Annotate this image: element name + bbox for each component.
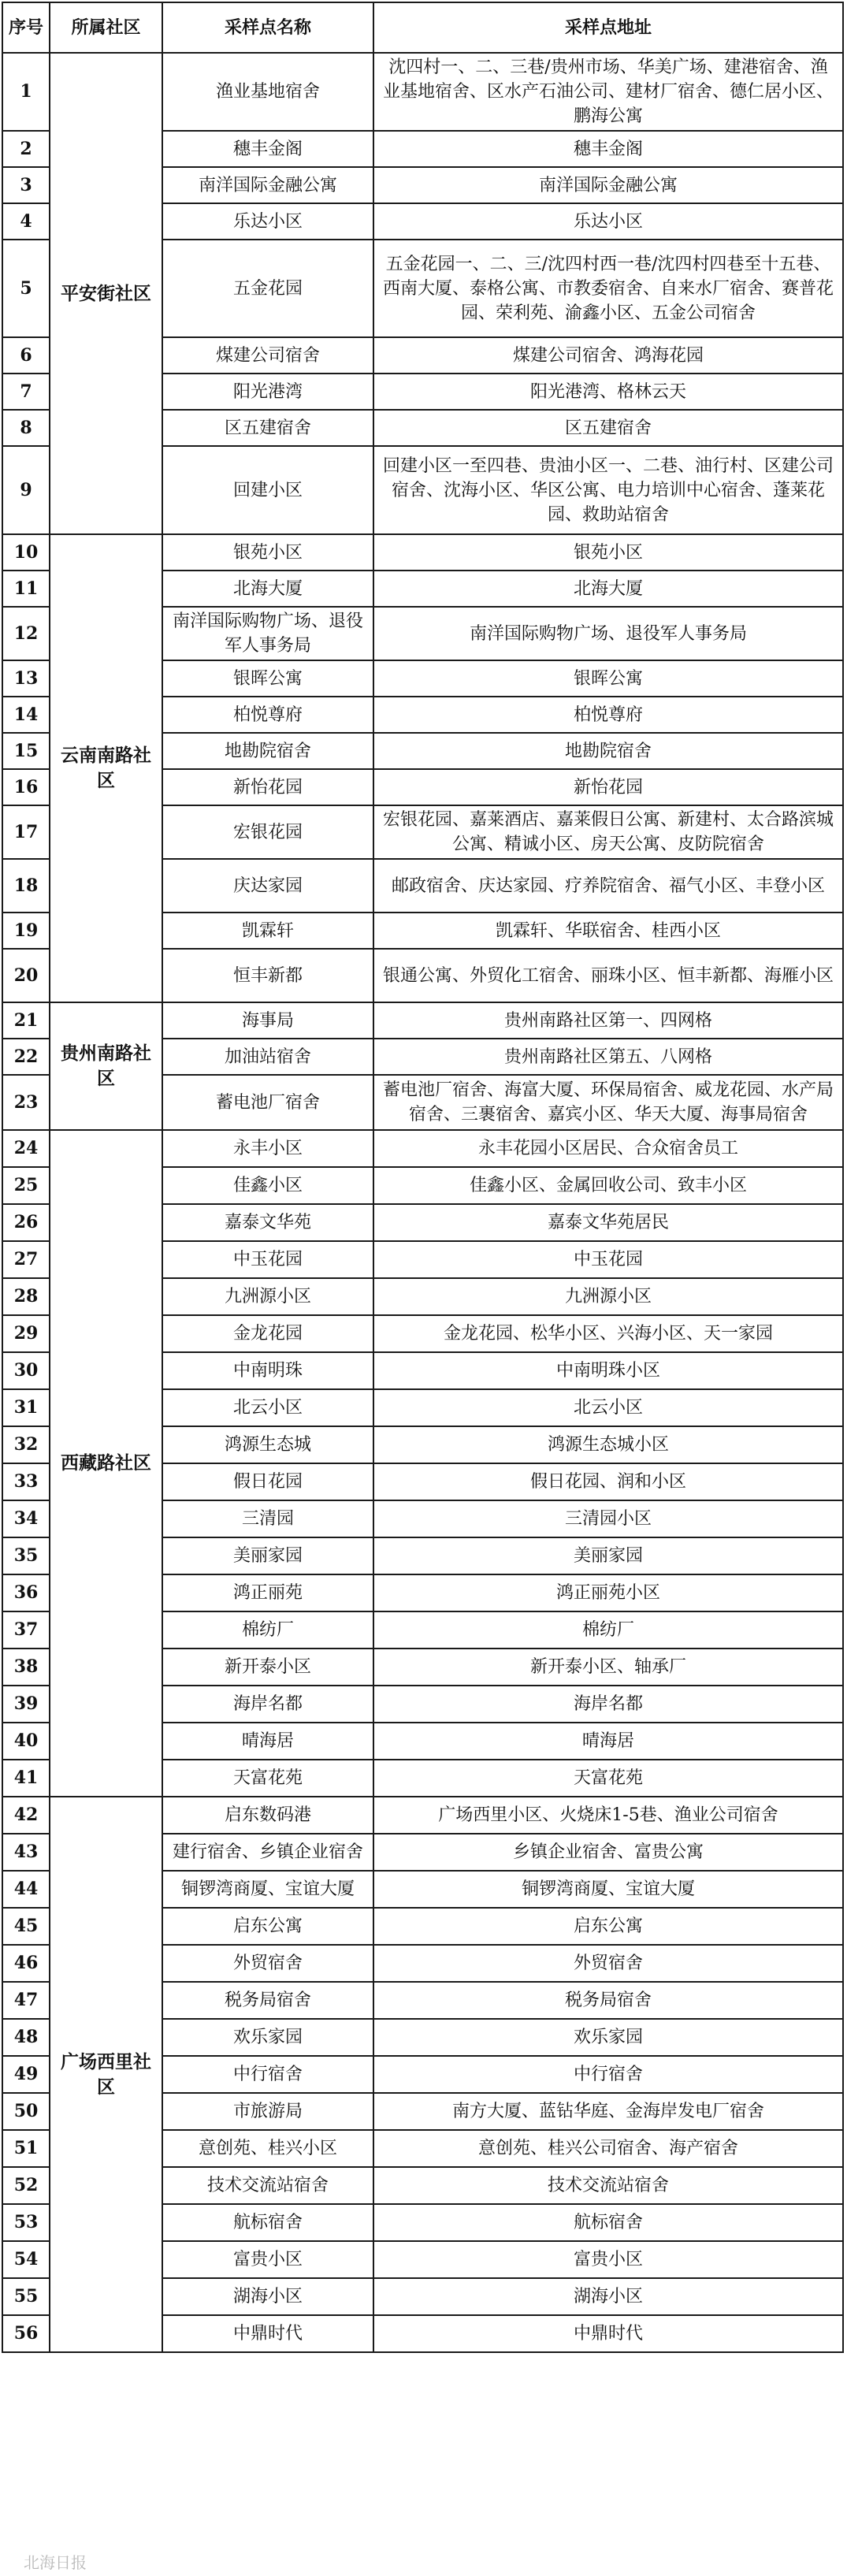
site-name: 意创苑、桂兴小区 <box>162 2130 373 2167</box>
site-address: 南方大厦、蓝钻华庭、金海岸发电厂宿舍 <box>373 2093 843 2130</box>
row-seq: 54 <box>2 2241 50 2278</box>
community-name: 广场西里社区 <box>50 1797 162 2352</box>
site-name: 中南明珠 <box>162 1352 373 1389</box>
header-community: 所属社区 <box>50 2 162 53</box>
site-address: 地勘院宿舍 <box>373 733 843 769</box>
row-seq: 39 <box>2 1686 50 1723</box>
site-address: 银通公寓、外贸化工宿舍、丽珠小区、恒丰新都、海雁小区 <box>373 949 843 1002</box>
row-seq: 13 <box>2 660 50 697</box>
site-address: 银晖公寓 <box>373 660 843 697</box>
row-seq: 53 <box>2 2204 50 2241</box>
site-address: 假日花园、润和小区 <box>373 1463 843 1500</box>
site-address: 永丰花园小区居民、合众宿舍员工 <box>373 1130 843 1167</box>
site-address: 海岸名都 <box>373 1686 843 1723</box>
row-seq: 22 <box>2 1039 50 1075</box>
site-address: 新开泰小区、轴承厂 <box>373 1649 843 1686</box>
site-address: 富贵小区 <box>373 2241 843 2278</box>
row-seq: 25 <box>2 1167 50 1204</box>
site-address: 嘉泰文华苑居民 <box>373 1204 843 1241</box>
row-seq: 56 <box>2 2315 50 2352</box>
site-name: 棉纺厂 <box>162 1611 373 1649</box>
community-name: 平安街社区 <box>50 53 162 534</box>
site-address: 中玉花园 <box>373 1241 843 1278</box>
site-name: 蓄电池厂宿舍 <box>162 1075 373 1130</box>
site-address: 欢乐家园 <box>373 2019 843 2056</box>
site-name: 回建小区 <box>162 446 373 534</box>
row-seq: 5 <box>2 240 50 337</box>
sampling-sites-table <box>2 2 844 2353</box>
site-address: 外贸宿舍 <box>373 1945 843 1982</box>
site-address: 北云小区 <box>373 1389 843 1426</box>
row-seq: 43 <box>2 1834 50 1871</box>
site-name: 金龙花园 <box>162 1315 373 1352</box>
site-name: 恒丰新都 <box>162 949 373 1002</box>
row-seq: 48 <box>2 2019 50 2056</box>
site-address: 区五建宿舍 <box>373 410 843 446</box>
site-address: 煤建公司宿舍、鸿海花园 <box>373 337 843 374</box>
row-seq: 20 <box>2 949 50 1002</box>
site-name: 宏银花园 <box>162 805 373 859</box>
site-name: 北海大厦 <box>162 571 373 607</box>
site-name: 煤建公司宿舍 <box>162 337 373 374</box>
site-name: 中玉花园 <box>162 1241 373 1278</box>
community-name: 云南南路社区 <box>50 534 162 1002</box>
row-seq: 2 <box>2 131 50 167</box>
row-seq: 21 <box>2 1002 50 1039</box>
site-name: 海事局 <box>162 1002 373 1039</box>
row-seq: 55 <box>2 2278 50 2315</box>
site-name: 新怡花园 <box>162 769 373 805</box>
site-name: 凯霖轩 <box>162 913 373 949</box>
site-address: 阳光港湾、格林云天 <box>373 374 843 410</box>
site-address: 鸿正丽苑小区 <box>373 1574 843 1611</box>
row-seq: 10 <box>2 534 50 571</box>
site-name: 渔业基地宿舍 <box>162 53 373 131</box>
site-name: 税务局宿舍 <box>162 1982 373 2019</box>
site-name: 永丰小区 <box>162 1130 373 1167</box>
header-row <box>2 2 843 53</box>
site-address: 金龙花园、松华小区、兴海小区、天一家园 <box>373 1315 843 1352</box>
site-address: 穗丰金阁 <box>373 131 843 167</box>
row-seq: 35 <box>2 1537 50 1574</box>
site-name: 银苑小区 <box>162 534 373 571</box>
row-seq: 40 <box>2 1723 50 1760</box>
header-site-address: 采样点地址 <box>373 2 843 53</box>
row-seq: 47 <box>2 1982 50 2019</box>
site-name: 南洋国际购物广场、退役军人事务局 <box>162 607 373 660</box>
site-name: 启东公寓 <box>162 1908 373 1945</box>
site-name: 区五建宿舍 <box>162 410 373 446</box>
row-seq: 9 <box>2 446 50 534</box>
site-address: 鸿源生态城小区 <box>373 1426 843 1463</box>
row-seq: 28 <box>2 1278 50 1315</box>
watermark: 北海日报 <box>24 2553 87 2572</box>
site-address: 宏银花园、嘉莱酒店、嘉莱假日公寓、新建村、太合路滨城公寓、精诚小区、房天公寓、皮防院宿舍 <box>373 805 843 859</box>
site-name: 鸿源生态城 <box>162 1426 373 1463</box>
row-seq: 12 <box>2 607 50 660</box>
row-seq: 19 <box>2 913 50 949</box>
site-name: 假日花园 <box>162 1463 373 1500</box>
row-seq: 4 <box>2 203 50 240</box>
row-seq: 34 <box>2 1500 50 1537</box>
site-address: 银苑小区 <box>373 534 843 571</box>
row-seq: 51 <box>2 2130 50 2167</box>
site-address: 中南明珠小区 <box>373 1352 843 1389</box>
site-address: 湖海小区 <box>373 2278 843 2315</box>
row-seq: 41 <box>2 1760 50 1797</box>
site-address: 蓄电池厂宿舍、海富大厦、环保局宿舍、威龙花园、水产局宿舍、三裹宿舍、嘉宾小区、华天大厦、海事局宿舍 <box>373 1075 843 1130</box>
site-address: 乐达小区 <box>373 203 843 240</box>
site-name: 南洋国际金融公寓 <box>162 167 373 203</box>
site-address: 新怡花园 <box>373 769 843 805</box>
row-seq: 30 <box>2 1352 50 1389</box>
site-name: 建行宿舍、乡镇企业宿舍 <box>162 1834 373 1871</box>
site-address: 三清园小区 <box>373 1500 843 1537</box>
site-name: 晴海居 <box>162 1723 373 1760</box>
row-seq: 23 <box>2 1075 50 1130</box>
site-address: 中行宿舍 <box>373 2056 843 2093</box>
site-address: 技术交流站宿舍 <box>373 2167 843 2204</box>
site-name: 市旅游局 <box>162 2093 373 2130</box>
site-address: 税务局宿舍 <box>373 1982 843 2019</box>
site-address: 晴海居 <box>373 1723 843 1760</box>
header-site-name: 采样点名称 <box>162 2 373 53</box>
site-address: 柏悦尊府 <box>373 697 843 733</box>
row-seq: 33 <box>2 1463 50 1500</box>
site-name: 银晖公寓 <box>162 660 373 697</box>
site-name: 穗丰金阁 <box>162 131 373 167</box>
site-name: 启东数码港 <box>162 1797 373 1834</box>
site-address: 贵州南路社区第一、四网格 <box>373 1002 843 1039</box>
site-name: 三清园 <box>162 1500 373 1537</box>
site-address: 回建小区一至四巷、贵油小区一、二巷、油行村、区建公司宿舍、沈海小区、华区公寓、电力培训中心宿舍、蓬莱花园、救助站宿舍 <box>373 446 843 534</box>
row-seq: 27 <box>2 1241 50 1278</box>
site-address: 天富花苑 <box>373 1760 843 1797</box>
site-name: 鸿正丽苑 <box>162 1574 373 1611</box>
row-seq: 24 <box>2 1130 50 1167</box>
row-seq: 50 <box>2 2093 50 2130</box>
table-row <box>2 1002 843 1039</box>
site-address: 南洋国际购物广场、退役军人事务局 <box>373 607 843 660</box>
site-address: 广场西里小区、火烧床1-5巷、渔业公司宿舍 <box>373 1797 843 1834</box>
site-name: 天富花苑 <box>162 1760 373 1797</box>
row-seq: 15 <box>2 733 50 769</box>
site-name: 铜锣湾商厦、宝谊大厦 <box>162 1871 373 1908</box>
row-seq: 14 <box>2 697 50 733</box>
site-name: 中鼎时代 <box>162 2315 373 2352</box>
site-name: 海岸名都 <box>162 1686 373 1723</box>
site-name: 外贸宿舍 <box>162 1945 373 1982</box>
site-name: 柏悦尊府 <box>162 697 373 733</box>
site-name: 庆达家园 <box>162 859 373 913</box>
row-seq: 52 <box>2 2167 50 2204</box>
site-name: 阳光港湾 <box>162 374 373 410</box>
row-seq: 1 <box>2 53 50 131</box>
site-name: 中行宿舍 <box>162 2056 373 2093</box>
row-seq: 8 <box>2 410 50 446</box>
row-seq: 18 <box>2 859 50 913</box>
row-seq: 44 <box>2 1871 50 1908</box>
community-name: 西藏路社区 <box>50 1130 162 1797</box>
table-row <box>2 534 843 571</box>
site-address: 意创苑、桂兴公司宿舍、海产宿舍 <box>373 2130 843 2167</box>
site-name: 加油站宿舍 <box>162 1039 373 1075</box>
table-body <box>2 53 843 2352</box>
site-name: 佳鑫小区 <box>162 1167 373 1204</box>
site-name: 地勘院宿舍 <box>162 733 373 769</box>
row-seq: 31 <box>2 1389 50 1426</box>
site-address: 沈四村一、二、三巷/贵州市场、华美广场、建港宿舍、渔业基地宿舍、区水产石油公司、建材厂宿舍、德仁居小区、鹏海公寓 <box>373 53 843 131</box>
site-address: 美丽家园 <box>373 1537 843 1574</box>
site-address: 航标宿舍 <box>373 2204 843 2241</box>
site-address: 凯霖轩、华联宿舍、桂西小区 <box>373 913 843 949</box>
site-address: 南洋国际金融公寓 <box>373 167 843 203</box>
site-name: 九洲源小区 <box>162 1278 373 1315</box>
site-name: 技术交流站宿舍 <box>162 2167 373 2204</box>
site-address: 棉纺厂 <box>373 1611 843 1649</box>
site-name: 航标宿舍 <box>162 2204 373 2241</box>
row-seq: 46 <box>2 1945 50 1982</box>
row-seq: 17 <box>2 805 50 859</box>
table-row <box>2 1797 843 1834</box>
table-row <box>2 53 843 131</box>
site-name: 湖海小区 <box>162 2278 373 2315</box>
row-seq: 11 <box>2 571 50 607</box>
site-name: 五金花园 <box>162 240 373 337</box>
row-seq: 26 <box>2 1204 50 1241</box>
site-name: 美丽家园 <box>162 1537 373 1574</box>
site-address: 乡镇企业宿舍、富贵公寓 <box>373 1834 843 1871</box>
row-seq: 49 <box>2 2056 50 2093</box>
site-address: 北海大厦 <box>373 571 843 607</box>
row-seq: 32 <box>2 1426 50 1463</box>
site-address: 铜锣湾商厦、宝谊大厦 <box>373 1871 843 1908</box>
site-name: 嘉泰文华苑 <box>162 1204 373 1241</box>
row-seq: 7 <box>2 374 50 410</box>
header-seq: 序号 <box>2 2 50 53</box>
row-seq: 45 <box>2 1908 50 1945</box>
site-name: 北云小区 <box>162 1389 373 1426</box>
site-address: 佳鑫小区、金属回收公司、致丰小区 <box>373 1167 843 1204</box>
row-seq: 3 <box>2 167 50 203</box>
site-name: 富贵小区 <box>162 2241 373 2278</box>
row-seq: 6 <box>2 337 50 374</box>
row-seq: 42 <box>2 1797 50 1834</box>
table-row <box>2 1130 843 1167</box>
site-name: 新开泰小区 <box>162 1649 373 1686</box>
row-seq: 29 <box>2 1315 50 1352</box>
row-seq: 37 <box>2 1611 50 1649</box>
row-seq: 38 <box>2 1649 50 1686</box>
site-address: 九洲源小区 <box>373 1278 843 1315</box>
site-address: 贵州南路社区第五、八网格 <box>373 1039 843 1075</box>
site-address: 启东公寓 <box>373 1908 843 1945</box>
row-seq: 16 <box>2 769 50 805</box>
site-name: 乐达小区 <box>162 203 373 240</box>
community-name: 贵州南路社区 <box>50 1002 162 1130</box>
site-address: 五金花园一、二、三/沈四村西一巷/沈四村四巷至十五巷、西南大厦、泰格公寓、市教委宿舍、自来水厂宿舍、赛普花园、荣利苑、渝鑫小区、五金公司宿舍 <box>373 240 843 337</box>
row-seq: 36 <box>2 1574 50 1611</box>
site-name: 欢乐家园 <box>162 2019 373 2056</box>
site-address: 邮政宿舍、庆达家园、疗养院宿舍、福气小区、丰登小区 <box>373 859 843 913</box>
site-address: 中鼎时代 <box>373 2315 843 2352</box>
